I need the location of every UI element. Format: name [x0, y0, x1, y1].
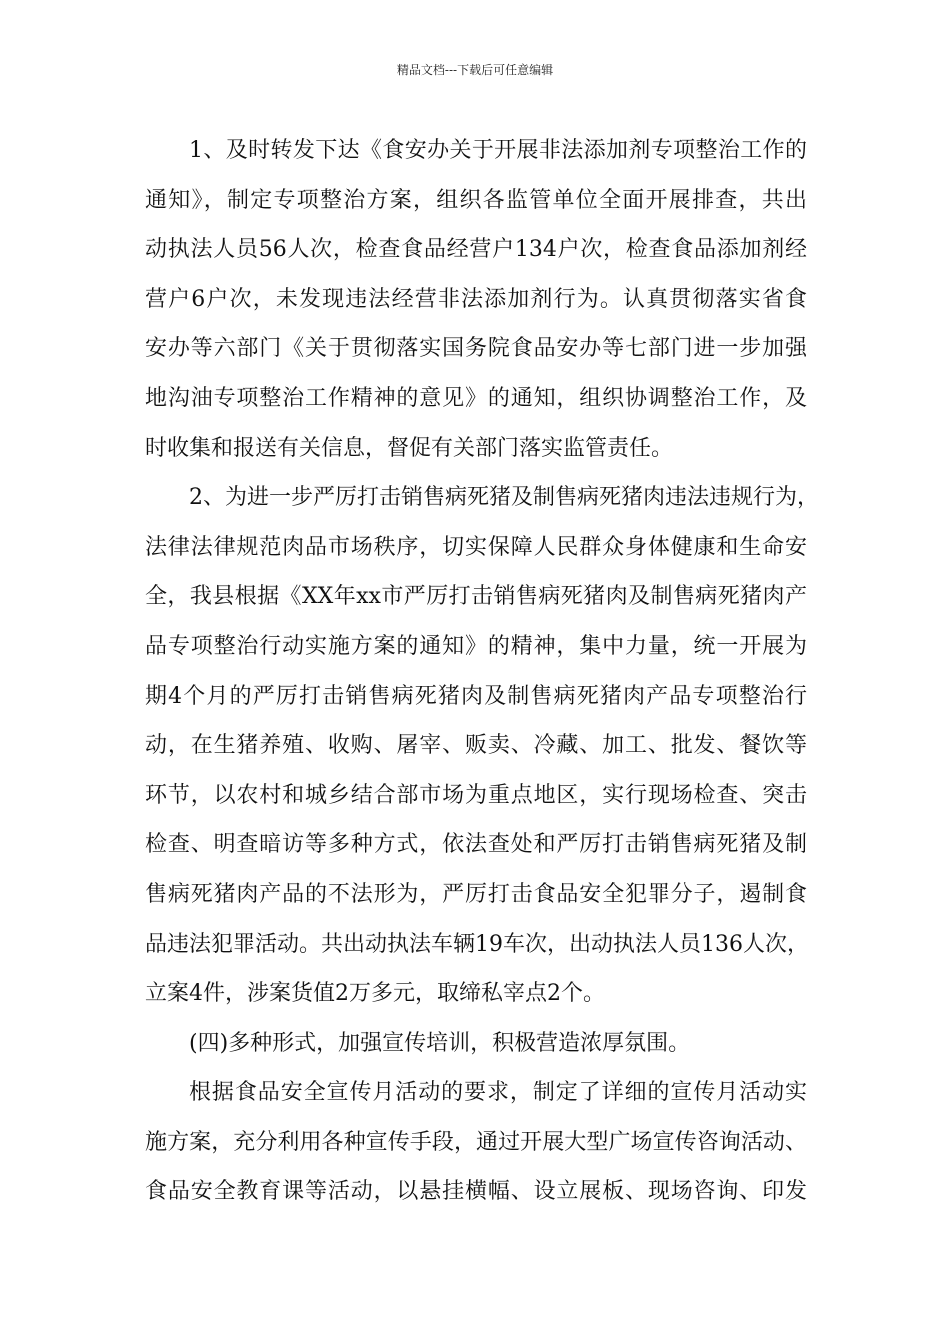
- paragraph-2: [145, 473, 819, 1019]
- paragraph-line: 立案4件，涉案货值2万多元，取缔私宰点2个。: [145, 981, 605, 1007]
- paragraph-line: 品专项整治行动实施方案的通知》的精神，集中力量，统一开展为: [145, 633, 807, 659]
- paragraph-line: 环节，以农村和城乡结合部市场为重点地区，实行现场检查、突击: [145, 782, 807, 808]
- paragraph-line: 检查、明查暗访等多种方式，依法查处和严厉打击销售病死猪及制: [145, 832, 807, 858]
- document-body: [145, 126, 819, 1217]
- paragraph-line: 期4个月的严厉打击销售病死猪肉及制售病死猪肉产品专项整治行: [145, 683, 807, 709]
- paragraph-line: 2、为进一步严厉打击销售病死猪及制售病死猪肉违法违规行为，: [189, 485, 819, 511]
- paragraph-line: 动，在生猪养殖、收购、屠宰、贩卖、冷藏、加工、批发、餐饮等: [145, 733, 807, 759]
- paragraph-line: 通知》，制定专项整治方案，组织各监管单位全面开展排查，共出: [145, 187, 807, 213]
- paragraph-line: 营户6户次，未发现违法经营非法添加剂行为。认真贯彻落实省食: [145, 286, 807, 312]
- paragraph-line: 地沟油专项整治工作精神的意见》的通知，组织协调整治工作，及: [145, 385, 807, 411]
- paragraph-line: 时收集和报送有关信息，督促有关部门落实监管责任。: [145, 435, 674, 461]
- paragraph-line: 品违法犯罪活动。共出动执法车辆19车次，出动执法人员136人次，: [145, 931, 809, 957]
- paragraph-line: 法律法律规范肉品市场秩序，切实保障人民群众身体健康和生命安: [145, 534, 807, 560]
- paragraph-line: 施方案，充分利用各种宣传手段，通过开展大型广场宣传咨询活动、: [145, 1129, 807, 1155]
- paragraph-line: 售病死猪肉产品的不法形为，严厉打击食品安全犯罪分子，遏制食: [145, 881, 807, 907]
- section-heading-text: (四)多种形式，加强宣传培训，积极营造浓厚氛围。: [189, 1030, 691, 1056]
- paragraph-line: 全，我县根据《XX年xx市严厉打击销售病死猪肉及制售病死猪肉产: [145, 584, 807, 610]
- paragraph-3: [145, 1068, 807, 1217]
- paragraph-line: 1、及时转发下达《食安办关于开展非法添加剂专项整治工作的: [189, 138, 807, 163]
- paragraph-line: 安办等六部门《关于贯彻落实国务院食品安办等七部门进一步加强: [145, 336, 807, 362]
- paragraph-line: 食品安全教育课等活动，以悬挂横幅、设立展板、现场咨询、印发: [145, 1179, 807, 1205]
- paragraph-line: 根据食品安全宣传月活动的要求，制定了详细的宣传月活动实: [189, 1080, 807, 1106]
- section-heading: [145, 1019, 807, 1069]
- paragraph-line: 动执法人员56人次，检查食品经营户134户次，检查食品添加剂经: [145, 237, 807, 263]
- paragraph-1: [145, 126, 807, 473]
- page-header: 精品文档---下载后可任意编辑: [396, 63, 554, 77]
